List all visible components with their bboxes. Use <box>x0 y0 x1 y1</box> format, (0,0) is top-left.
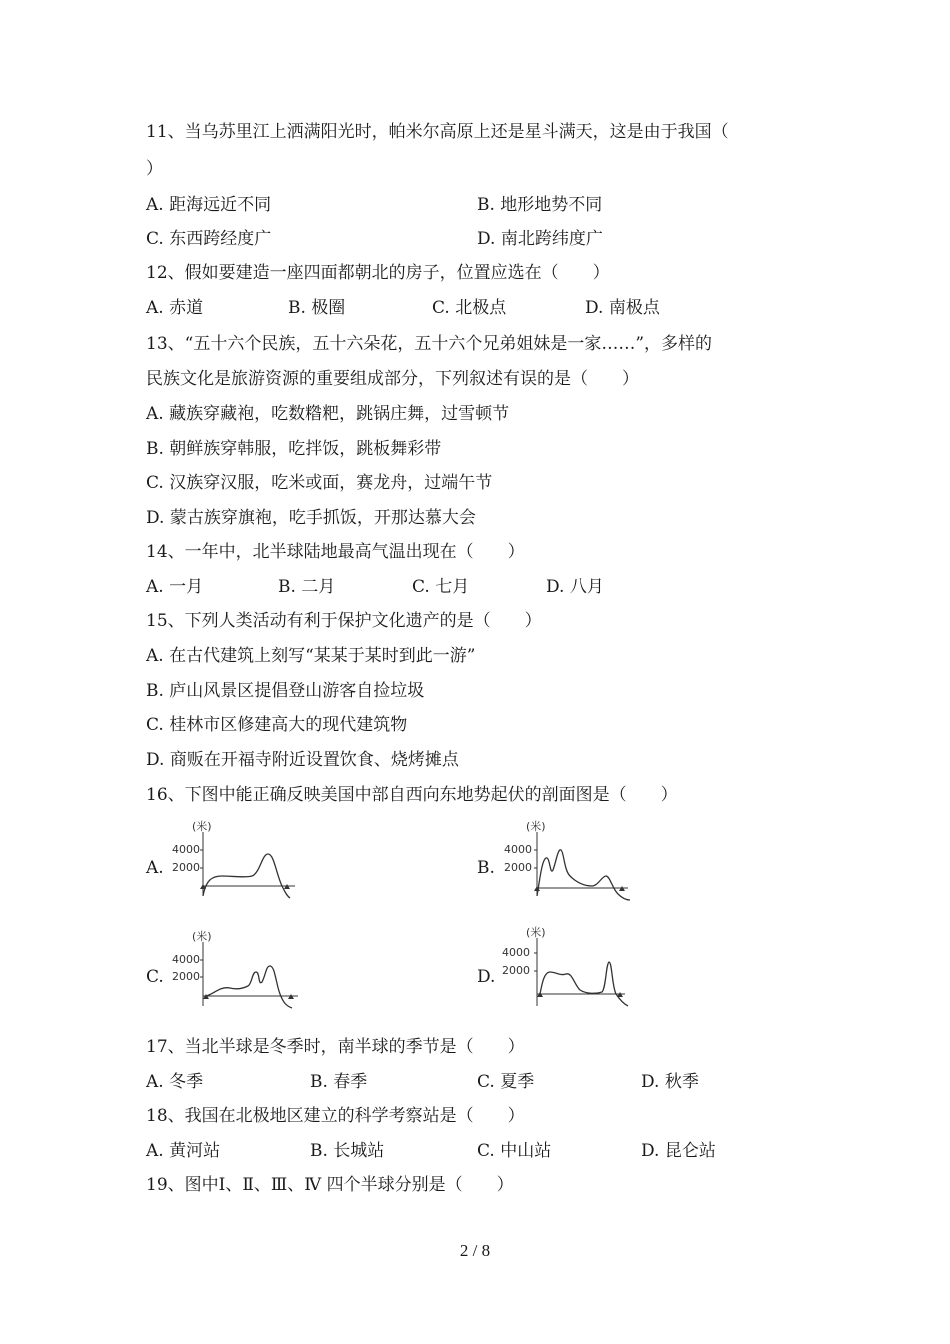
q18-option-b: B. 长城站 <box>310 1141 385 1161</box>
q11-option-c: C. 东西跨经度广 <box>146 229 272 249</box>
tick-4000: 4000 <box>172 953 200 966</box>
q18-option-d: D. 昆仑站 <box>641 1141 716 1161</box>
tick-2000: 2000 <box>172 861 200 874</box>
q16-profile-a <box>170 818 300 903</box>
tick-2000: 2000 <box>502 964 530 977</box>
q16-profile-d <box>500 924 635 1014</box>
unit-label: (米) <box>192 930 212 943</box>
q14-option-a: A. 一月 <box>146 577 204 597</box>
q16-label-c: C. <box>146 967 164 987</box>
q18-stem: 18、我国在北极地区建立的科学考察站是（ ） <box>146 1106 525 1126</box>
page-number: 2 / 8 <box>459 1241 491 1260</box>
q15-option-b: B. 庐山风景区提倡登山游客自捡垃圾 <box>146 681 425 701</box>
q16-label-b: B. <box>477 858 495 878</box>
q13-option-d: D. 蒙古族穿旗袍，吃手抓饭，开那达慕大会 <box>146 508 476 528</box>
q16-profile-c <box>170 928 305 1013</box>
q11-stem: 11、当乌苏里江上洒满阳光时，帕米尔高原上还是星斗满天，这是由于我国（ <box>146 122 729 142</box>
q17-option-c: C. 夏季 <box>477 1072 535 1092</box>
q11-option-b: B. 地形地势不同 <box>477 195 603 215</box>
q14-stem: 14、一年中，北半球陆地最高气温出现在（ ） <box>146 542 525 562</box>
q16-stem: 16、下图中能正确反映美国中部自西向东地势起伏的剖面图是（ ） <box>146 785 678 805</box>
q15-option-c: C. 桂林市区修建高大的现代建筑物 <box>146 715 408 735</box>
q13-stem: 13、“五十六个民族，五十六朵花，五十六个兄弟姐妹是一家……”，多样的 <box>146 334 713 354</box>
tick-4000: 4000 <box>172 843 200 856</box>
q13-option-a: A. 藏族穿藏袍，吃数糌粑，跳锅庄舞，过雪顿节 <box>146 404 510 424</box>
q14-option-d: D. 八月 <box>546 577 604 597</box>
q17-stem: 17、当北半球是冬季时，南半球的季节是（ ） <box>146 1037 525 1057</box>
q11-option-d: D. 南北跨纬度广 <box>477 229 603 249</box>
q11-stem-cont: ） <box>146 159 163 179</box>
q17-option-b: B. 春季 <box>310 1072 368 1092</box>
q16-label-a: A. <box>146 858 164 878</box>
tick-4000: 4000 <box>502 946 530 959</box>
q17-option-d: D. 秋季 <box>641 1072 699 1092</box>
q13-option-c: C. 汉族穿汉服，吃米或面，赛龙舟，过端午节 <box>146 473 493 493</box>
q17-option-a: A. 冬季 <box>146 1072 204 1092</box>
q12-option-c: C. 北极点 <box>432 298 507 318</box>
tick-2000: 2000 <box>172 970 200 983</box>
q14-option-c: C. 七月 <box>412 577 470 597</box>
tick-4000: 4000 <box>504 843 532 856</box>
tick-2000: 2000 <box>504 861 532 874</box>
q13-option-b: B. 朝鲜族穿韩服，吃拌饭，跳板舞彩带 <box>146 439 442 459</box>
unit-label: (米) <box>526 926 546 939</box>
unit-label: (米) <box>526 820 546 833</box>
q18-option-a: A. 黄河站 <box>146 1141 221 1161</box>
q15-stem: 15、下列人类活动有利于保护文化遗产的是（ ） <box>146 611 542 631</box>
q12-option-a: A. 赤道 <box>146 298 204 318</box>
q11-option-a: A. 距海远近不同 <box>146 195 272 215</box>
q15-option-d: D. 商贩在开福寺附近设置饮食、烧烤摊点 <box>146 750 459 770</box>
q16-label-d: D. <box>477 967 496 987</box>
q12-option-b: B. 极圈 <box>288 298 346 318</box>
q16-profile-b <box>500 818 635 903</box>
q14-option-b: B. 二月 <box>278 577 336 597</box>
q18-option-c: C. 中山站 <box>477 1141 552 1161</box>
q19-stem: 19、图中Ⅰ、Ⅱ、Ⅲ、Ⅳ 四个半球分别是（ ） <box>146 1175 514 1195</box>
q15-option-a: A. 在古代建筑上刻写“某某于某时到此一游” <box>146 646 476 666</box>
q12-option-d: D. 南极点 <box>585 298 660 318</box>
unit-label: (米) <box>192 820 212 833</box>
q13-stem-cont: 民族文化是旅游资源的重要组成部分，下列叙述有误的是（ ） <box>146 369 639 389</box>
q12-stem: 12、假如要建造一座四面都朝北的房子，位置应选在（ ） <box>146 263 610 283</box>
